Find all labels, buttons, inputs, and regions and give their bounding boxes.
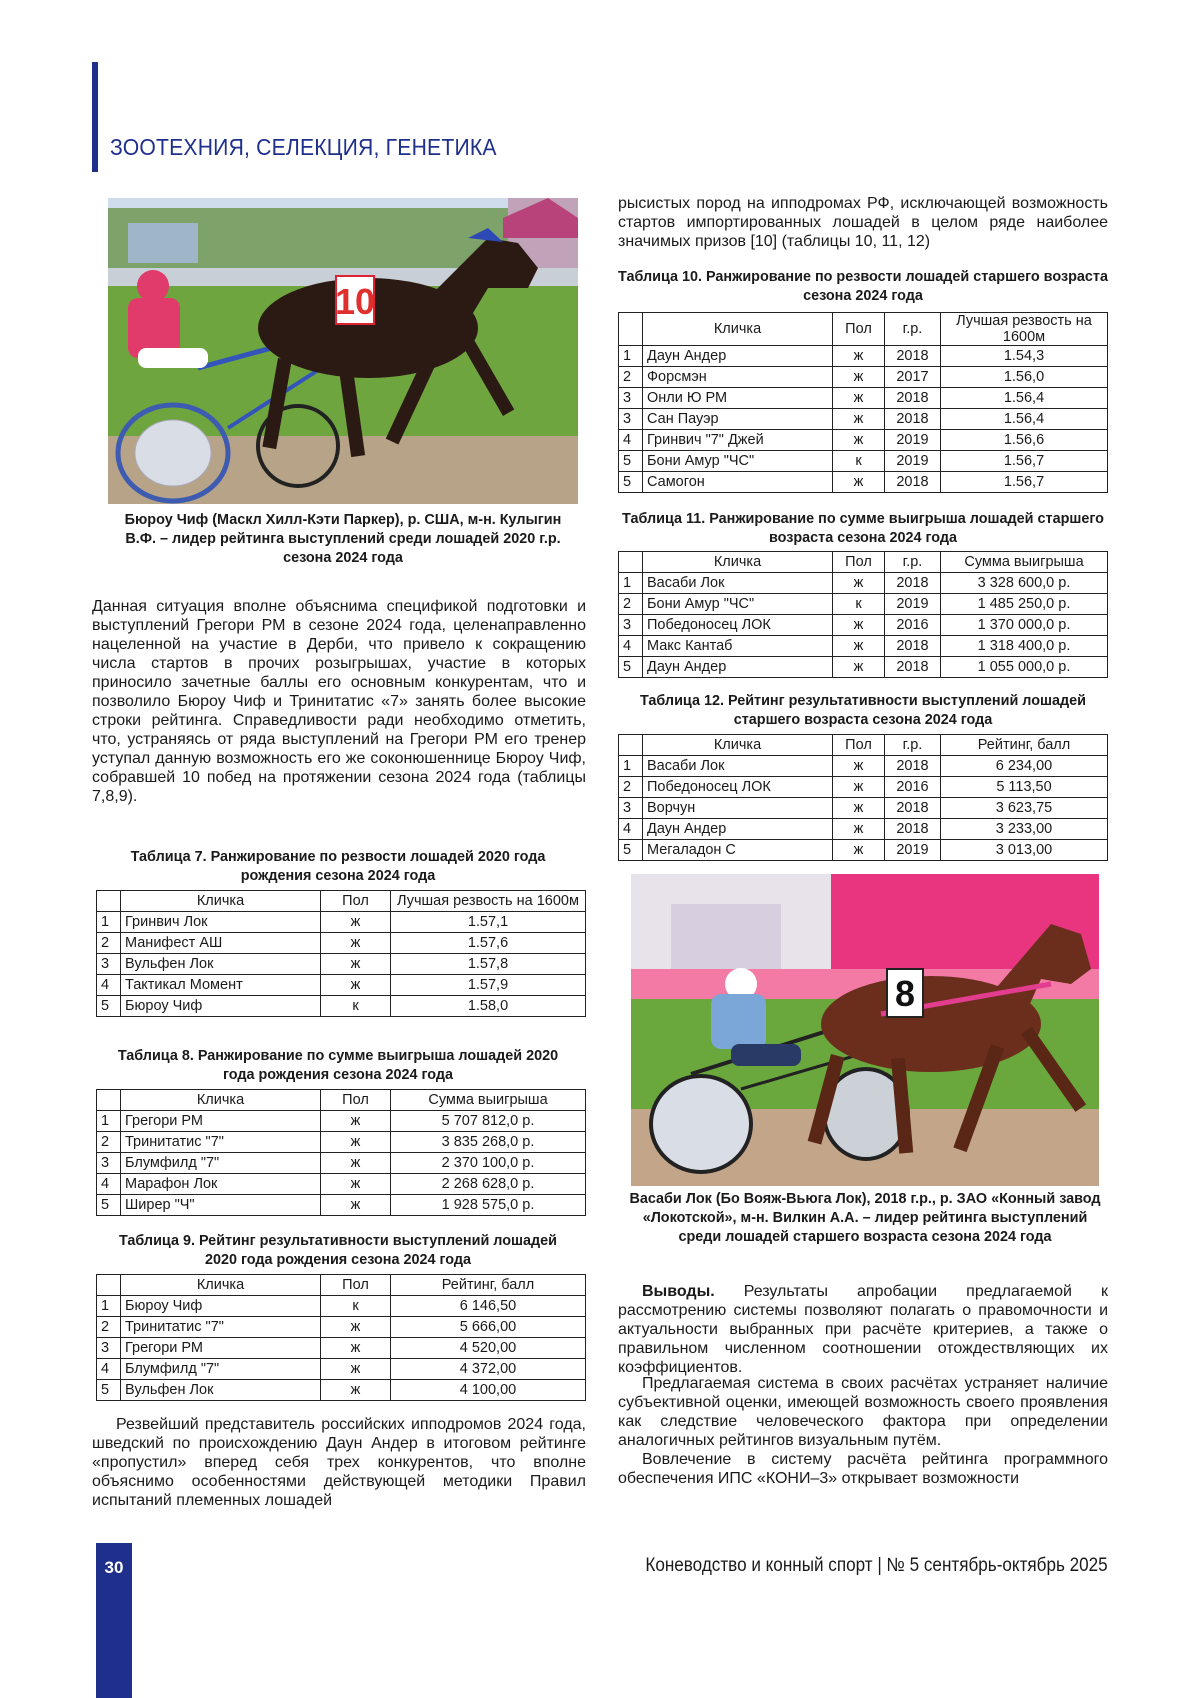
- table7-title: Таблица 7. Ранжирование по резвости лошадей 2020 года рождения сезона 2024 года: [128, 848, 548, 886]
- table10-header-year: г.р.: [885, 313, 941, 346]
- table7-header-row: [97, 891, 586, 912]
- table8-title: Таблица 8. Ранжирование по сумме выигрыша лошадей 2020 года рождения сезона 2024 года: [106, 1047, 570, 1085]
- table7-header-value: Лучшая резвость на 1600м: [391, 891, 586, 912]
- table-row: 1 Гринвич Лок ж 1.57,1: [97, 912, 586, 933]
- table8-header-row: [97, 1090, 586, 1111]
- table11-title: Таблица 11. Ранжирование по сумме выигрыша лошадей старшего возраста сезона 2024 года: [618, 510, 1108, 548]
- table-row: 3 Сан Пауэр ж 2018 1.56,4: [619, 409, 1108, 430]
- table10-header-sex: Пол: [833, 313, 885, 346]
- table9-header-sex: Пол: [321, 1275, 391, 1296]
- right-paragraph-2-text: Предлагаемая система в своих расчётах устраняет наличие субъективной оценки, имеющей возможность своего проявления как следствие человеческого фактора при определении аналогичных рейтингов визуальным путём.: [618, 1375, 1108, 1449]
- left-paragraph-1-text: Данная ситуация вполне объяснима спецификой подготовки и выступлений Грегори РМ в сезоне 2024 года, целенаправленно нацеленной на участие в Дерби, что привело к сокращению числа стартов в прочих розыгрышах, участие в которых приносило зачетные баллы его основным конкурентам, что и позволило Бюроу Чиф и Тринитатис «7» занять более высокие строки рейтинга. Справедливости ради необходимо отметить, что, устраняясь от ряда выступлений на Грегори РМ его тренер уступал данную возможность его же соконюшеннице Бюроу Чиф, собравшей 10 побед на протяжении сезона 2024 года (таблицы 7,8,9).: [92, 598, 586, 805]
- table9: [96, 1274, 586, 1401]
- page-number: 30: [96, 1558, 132, 1578]
- table12-header-sex: Пол: [833, 735, 885, 756]
- table12-header-row: [619, 735, 1108, 756]
- table-row: 3 Блумфилд "7" ж 2 370 100,0 р.: [97, 1153, 586, 1174]
- left-paragraph-1: [92, 597, 586, 806]
- right-paragraph-0-text: рысистых пород на ипподромах РФ, исключающей возможность стартов импортированных лошадей в целом ряде наиболее значимых призов [10] (таблицы 10, 11, 12): [618, 195, 1108, 250]
- table-row: 3 Ворчун ж 2018 3 623,75: [619, 798, 1108, 819]
- table12: [618, 734, 1108, 861]
- right-paragraph-2: [618, 1374, 1108, 1450]
- table9-header-num: [97, 1275, 121, 1296]
- table-row: 2 Форсмэн ж 2017 1.56,0: [619, 367, 1108, 388]
- table-row: 5 Мегаладон С ж 2019 3 013,00: [619, 840, 1108, 861]
- table-row: 3 Вульфен Лок ж 1.57,8: [97, 954, 586, 975]
- journal-title: Коневодство и конный спорт | № 5 сентябрь-октябрь 2025: [646, 1555, 1108, 1577]
- table-row: 5 Вульфен Лок ж 4 100,00: [97, 1380, 586, 1401]
- table-row: 5 Самогон ж 2018 1.56,7: [619, 472, 1108, 493]
- right-paragraph-1-text: Результаты апробации предлагаемой к рассмотрению системы позволяют полагать о правомочности и актуальности выбранных при расчёте критериев, а также о правильном численном соотношении отождествляющих их коэффициентов.: [618, 1283, 1108, 1376]
- table12-title: Таблица 12. Рейтинг результативности выступлений лошадей старшего возраста сезона 2024 года: [618, 692, 1108, 730]
- left-paragraph-2: [92, 1415, 586, 1510]
- table11-header-sex: Пол: [833, 552, 885, 573]
- photo2-caption: Васаби Лок (Бо Вояж-Вьюга Лок), 2018 г.р., р. ЗАО «Конный завод «Локотской», м-н. Вилкин А.А. – лидер рейтинга выступлений среди лошадей старшего возраста сезона 2024 года: [620, 1190, 1110, 1247]
- table7-header-num: [97, 891, 121, 912]
- table12-header-name: Кличка: [643, 735, 833, 756]
- table12-header-value: Рейтинг, балл: [941, 735, 1108, 756]
- bib-number-8: 8: [895, 973, 915, 1014]
- table-row: 4 Марафон Лок ж 2 268 628,0 р.: [97, 1174, 586, 1195]
- table11-header-value: Сумма выигрыша: [941, 552, 1108, 573]
- table10: [618, 312, 1108, 493]
- table8-header-name: Кличка: [121, 1090, 321, 1111]
- table-row: 5 Ширер "Ч" ж 1 928 575,0 р.: [97, 1195, 586, 1216]
- table-row: 3 Грегори РМ ж 4 520,00: [97, 1338, 586, 1359]
- table11-header-name: Кличка: [643, 552, 833, 573]
- table10-header-num: [619, 313, 643, 346]
- table-row: 1 Бюроу Чиф к 6 146,50: [97, 1296, 586, 1317]
- table7-header-sex: Пол: [321, 891, 391, 912]
- table-row: 5 Бюроу Чиф к 1.58,0: [97, 996, 586, 1017]
- right-paragraph-3-text: Вовлечение в систему расчёта рейтинга программного обеспечения ИПС «КОНИ–3» открывает возможности: [618, 1451, 1108, 1487]
- table8-header-value: Сумма выигрыша: [391, 1090, 586, 1111]
- right-paragraph-1: [618, 1282, 1108, 1377]
- table10-header-row: [619, 313, 1108, 346]
- section-title: ЗООТЕХНИЯ, СЕЛЕКЦИЯ, ГЕНЕТИКА: [110, 134, 497, 161]
- table12-header-year: г.р.: [885, 735, 941, 756]
- table10-title: Таблица 10. Ранжирование по резвости лошадей старшего возраста сезона 2024 года: [618, 268, 1108, 306]
- table-row: 1 Грегори РМ ж 5 707 812,0 р.: [97, 1111, 586, 1132]
- table-row: 4 Гринвич "7" Джей ж 2019 1.56,6: [619, 430, 1108, 451]
- table-row: 4 Тактикал Момент ж 1.57,9: [97, 975, 586, 996]
- conclusions-label: Выводы.: [642, 1283, 715, 1300]
- table-row: 2 Победоносец ЛОК ж 2016 5 113,50: [619, 777, 1108, 798]
- right-paragraph-3: [618, 1450, 1108, 1488]
- table8-header-sex: Пол: [321, 1090, 391, 1111]
- table-row: 5 Бони Амур "ЧС" к 2019 1.56,7: [619, 451, 1108, 472]
- photo-trotter-8: [631, 874, 1099, 1186]
- table10-header-name: Кличка: [643, 313, 833, 346]
- table-row: 4 Блумфилд "7" ж 4 372,00: [97, 1359, 586, 1380]
- photo-trotter-10: [108, 198, 578, 504]
- table10-header-value: Лучшая резвость на 1600м: [941, 313, 1108, 346]
- table-row: 4 Макс Кантаб ж 2018 1 318 400,0 р.: [619, 636, 1108, 657]
- table9-header-value: Рейтинг, балл: [391, 1275, 586, 1296]
- table11-header-year: г.р.: [885, 552, 941, 573]
- table-row: 2 Бони Амур "ЧС" к 2019 1 485 250,0 р.: [619, 594, 1108, 615]
- table8: [96, 1089, 586, 1216]
- table12-header-num: [619, 735, 643, 756]
- table-row: 3 Онли Ю РМ ж 2018 1.56,4: [619, 388, 1108, 409]
- table11: [618, 551, 1108, 678]
- left-paragraph-2-text: Резвейший представитель российских ипподромов 2024 года, шведский по происхождению Даун Андер в итоговом рейтинге «пропустил» вперед себя трех конкурентов, что вполне объяснимо особенностями действующей методики Правил испытаний племенных лошадей: [92, 1416, 586, 1509]
- table-row: 2 Тринитатис "7" ж 3 835 268,0 р.: [97, 1132, 586, 1153]
- table9-title: Таблица 9. Рейтинг результативности выступлений лошадей 2020 года рождения сезона 2024 года: [116, 1232, 560, 1270]
- table-row: 3 Победоносец ЛОК ж 2016 1 370 000,0 р.: [619, 615, 1108, 636]
- table7-header-name: Кличка: [121, 891, 321, 912]
- bib-number-10: 10: [335, 281, 375, 322]
- table8-header-num: [97, 1090, 121, 1111]
- photo1-caption: Бюроу Чиф (Маскл Хилл-Кэти Паркер), р. США, м-н. Кулыгин В.Ф. – лидер рейтинга выступлений среди лошадей 2020 г.р. сезона 2024 года: [108, 511, 578, 568]
- table-row: 1 Даун Андер ж 2018 1.54,3: [619, 346, 1108, 367]
- table9-header-name: Кличка: [121, 1275, 321, 1296]
- table-row: 5 Даун Андер ж 2018 1 055 000,0 р.: [619, 657, 1108, 678]
- table-row: 2 Манифест АШ ж 1.57,6: [97, 933, 586, 954]
- table11-header-num: [619, 552, 643, 573]
- table-row: 4 Даун Андер ж 2018 3 233,00: [619, 819, 1108, 840]
- table9-header-row: [97, 1275, 586, 1296]
- right-paragraph-0: [618, 194, 1108, 251]
- table-row: 1 Васаби Лок ж 2018 6 234,00: [619, 756, 1108, 777]
- section-accent-bar: [92, 62, 98, 172]
- table11-header-row: [619, 552, 1108, 573]
- table7: [96, 890, 586, 1017]
- table-row: 1 Васаби Лок ж 2018 3 328 600,0 р.: [619, 573, 1108, 594]
- table-row: 2 Тринитатис "7" ж 5 666,00: [97, 1317, 586, 1338]
